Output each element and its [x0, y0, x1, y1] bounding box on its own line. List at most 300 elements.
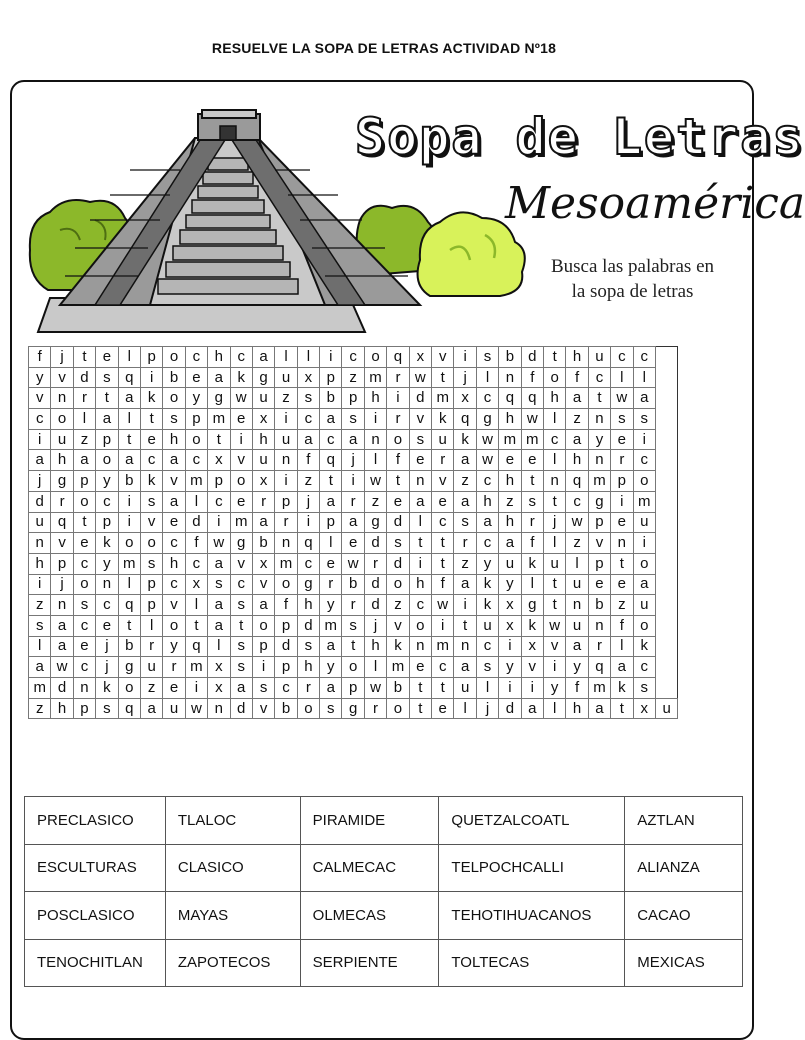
grid-cell[interactable]: p — [140, 347, 162, 368]
grid-cell[interactable]: x — [208, 657, 230, 678]
grid-cell[interactable]: k — [454, 429, 476, 450]
grid-cell[interactable]: i — [208, 512, 230, 533]
grid-cell[interactable]: i — [633, 429, 655, 450]
grid-cell[interactable]: p — [252, 636, 274, 657]
grid-cell[interactable]: q — [118, 595, 140, 616]
grid-cell[interactable]: e — [611, 574, 633, 595]
grid-cell[interactable]: t — [387, 471, 409, 492]
grid-cell[interactable]: o — [387, 698, 409, 719]
grid-cell[interactable]: k — [96, 533, 118, 554]
grid-cell[interactable]: d — [364, 574, 386, 595]
grid-cell[interactable]: v — [588, 533, 610, 554]
grid-cell[interactable]: o — [51, 409, 73, 430]
grid-cell[interactable]: n — [51, 388, 73, 409]
grid-cell[interactable]: b — [342, 574, 364, 595]
grid-cell[interactable]: c — [611, 347, 633, 368]
grid-cell[interactable]: m — [230, 512, 252, 533]
grid-cell[interactable]: k — [633, 636, 655, 657]
grid-cell[interactable]: a — [118, 388, 140, 409]
grid-cell[interactable]: y — [566, 657, 588, 678]
grid-cell[interactable]: c — [73, 657, 95, 678]
grid-cell[interactable]: e — [387, 491, 409, 512]
grid-cell[interactable]: l — [118, 409, 140, 430]
grid-cell[interactable]: k — [476, 574, 498, 595]
grid-cell[interactable]: u — [588, 347, 610, 368]
grid-cell[interactable]: v — [432, 347, 454, 368]
grid-cell[interactable]: v — [543, 636, 565, 657]
grid-cell[interactable]: s — [297, 388, 319, 409]
grid-cell[interactable]: j — [96, 657, 118, 678]
grid-cell[interactable]: u — [566, 615, 588, 636]
grid-cell[interactable]: r — [364, 553, 386, 574]
grid-cell[interactable]: g — [51, 471, 73, 492]
grid-cell[interactable]: y — [320, 657, 342, 678]
grid-cell[interactable]: j — [543, 512, 565, 533]
grid-cell[interactable]: d — [29, 491, 51, 512]
grid-cell[interactable]: p — [320, 512, 342, 533]
grid-cell[interactable]: a — [208, 615, 230, 636]
grid-cell[interactable]: p — [275, 491, 297, 512]
grid-cell[interactable]: a — [454, 574, 476, 595]
grid-cell[interactable]: i — [320, 347, 342, 368]
grid-cell[interactable]: u — [140, 657, 162, 678]
grid-cell[interactable]: v — [230, 553, 252, 574]
grid-cell[interactable]: o — [633, 471, 655, 492]
grid-cell[interactable]: h — [29, 553, 51, 574]
grid-cell[interactable]: z — [140, 678, 162, 699]
grid-cell[interactable]: e — [230, 491, 252, 512]
grid-cell[interactable]: q — [118, 367, 140, 388]
grid-cell[interactable]: w — [611, 388, 633, 409]
grid-cell[interactable]: i — [29, 574, 51, 595]
grid-cell[interactable]: i — [297, 512, 319, 533]
grid-cell[interactable]: m — [364, 367, 386, 388]
grid-cell[interactable]: n — [275, 450, 297, 471]
grid-cell[interactable]: m — [588, 471, 610, 492]
grid-cell[interactable]: z — [454, 471, 476, 492]
grid-cell[interactable]: u — [275, 367, 297, 388]
grid-cell[interactable]: i — [275, 409, 297, 430]
grid-cell[interactable]: q — [454, 409, 476, 430]
grid-cell[interactable]: t — [409, 678, 431, 699]
grid-cell[interactable]: x — [252, 553, 274, 574]
grid-cell[interactable]: t — [230, 615, 252, 636]
grid-cell[interactable]: c — [633, 450, 655, 471]
grid-cell[interactable]: i — [364, 409, 386, 430]
grid-cell[interactable]: s — [633, 678, 655, 699]
grid-cell[interactable]: h — [51, 450, 73, 471]
grid-cell[interactable]: a — [409, 491, 431, 512]
grid-cell[interactable]: c — [588, 367, 610, 388]
grid-cell[interactable]: d — [387, 512, 409, 533]
grid-cell[interactable]: h — [364, 388, 386, 409]
grid-cell[interactable]: d — [73, 367, 95, 388]
grid-cell[interactable]: l — [543, 698, 565, 719]
grid-cell[interactable]: o — [140, 533, 162, 554]
grid-cell[interactable]: b — [163, 367, 185, 388]
grid-cell[interactable]: p — [342, 388, 364, 409]
grid-cell[interactable]: t — [454, 615, 476, 636]
grid-cell[interactable]: a — [51, 615, 73, 636]
grid-cell[interactable]: h — [566, 698, 588, 719]
grid-cell[interactable]: j — [476, 698, 498, 719]
grid-cell[interactable]: g — [588, 491, 610, 512]
grid-cell[interactable]: d — [521, 347, 543, 368]
grid-cell[interactable]: i — [521, 678, 543, 699]
grid-cell[interactable]: e — [521, 450, 543, 471]
grid-cell[interactable]: r — [387, 409, 409, 430]
grid-cell[interactable]: c — [73, 615, 95, 636]
grid-cell[interactable]: c — [230, 574, 252, 595]
grid-cell[interactable]: x — [454, 388, 476, 409]
grid-cell[interactable]: w — [476, 429, 498, 450]
grid-cell[interactable]: a — [320, 491, 342, 512]
grid-cell[interactable]: a — [208, 553, 230, 574]
grid-cell[interactable]: k — [140, 388, 162, 409]
grid-cell[interactable]: s — [96, 698, 118, 719]
grid-cell[interactable]: c — [163, 574, 185, 595]
grid-cell[interactable]: j — [297, 491, 319, 512]
grid-cell[interactable]: p — [611, 471, 633, 492]
grid-cell[interactable]: m — [521, 429, 543, 450]
grid-cell[interactable]: t — [611, 698, 633, 719]
grid-cell[interactable]: e — [432, 698, 454, 719]
grid-cell[interactable]: h — [297, 657, 319, 678]
grid-cell[interactable]: i — [633, 533, 655, 554]
grid-cell[interactable]: v — [409, 409, 431, 430]
grid-cell[interactable]: c — [432, 512, 454, 533]
grid-cell[interactable]: s — [140, 553, 162, 574]
grid-cell[interactable]: a — [96, 409, 118, 430]
grid-cell[interactable]: r — [51, 491, 73, 512]
grid-cell[interactable]: s — [96, 367, 118, 388]
grid-cell[interactable]: e — [73, 636, 95, 657]
grid-cell[interactable]: c — [185, 450, 207, 471]
grid-cell[interactable]: n — [454, 636, 476, 657]
grid-cell[interactable]: u — [543, 553, 565, 574]
grid-cell[interactable]: m — [432, 388, 454, 409]
grid-cell[interactable]: w — [185, 698, 207, 719]
grid-cell[interactable]: b — [499, 347, 521, 368]
grid-cell[interactable]: f — [275, 595, 297, 616]
grid-cell[interactable]: s — [140, 491, 162, 512]
grid-cell[interactable]: i — [499, 678, 521, 699]
grid-cell[interactable]: a — [297, 429, 319, 450]
grid-cell[interactable]: l — [297, 347, 319, 368]
grid-cell[interactable]: r — [521, 512, 543, 533]
grid-cell[interactable]: a — [252, 347, 274, 368]
grid-cell[interactable]: p — [342, 678, 364, 699]
grid-cell[interactable]: f — [185, 533, 207, 554]
grid-cell[interactable]: n — [409, 636, 431, 657]
grid-cell[interactable]: v — [51, 367, 73, 388]
grid-cell[interactable]: p — [588, 512, 610, 533]
grid-cell[interactable]: s — [611, 409, 633, 430]
grid-cell[interactable]: s — [230, 657, 252, 678]
grid-cell[interactable]: v — [29, 388, 51, 409]
grid-cell[interactable]: f — [566, 367, 588, 388]
grid-cell[interactable]: y — [185, 388, 207, 409]
grid-cell[interactable]: e — [611, 429, 633, 450]
grid-cell[interactable]: g — [297, 574, 319, 595]
grid-cell[interactable]: i — [230, 429, 252, 450]
grid-cell[interactable]: z — [275, 388, 297, 409]
grid-cell[interactable]: r — [588, 636, 610, 657]
grid-cell[interactable]: k — [476, 595, 498, 616]
grid-cell[interactable]: l — [320, 533, 342, 554]
grid-cell[interactable]: f — [521, 533, 543, 554]
grid-cell[interactable]: z — [364, 491, 386, 512]
grid-cell[interactable]: p — [275, 615, 297, 636]
grid-cell[interactable]: z — [566, 533, 588, 554]
grid-cell[interactable]: t — [611, 553, 633, 574]
grid-cell[interactable]: v — [163, 595, 185, 616]
grid-cell[interactable]: a — [252, 512, 274, 533]
grid-cell[interactable]: x — [499, 595, 521, 616]
grid-cell[interactable]: k — [140, 471, 162, 492]
grid-cell[interactable]: w — [364, 678, 386, 699]
grid-cell[interactable]: w — [364, 471, 386, 492]
grid-cell[interactable]: m — [185, 657, 207, 678]
grid-cell[interactable]: r — [252, 491, 274, 512]
grid-cell[interactable]: u — [252, 388, 274, 409]
grid-cell[interactable]: c — [297, 409, 319, 430]
grid-cell[interactable]: k — [96, 678, 118, 699]
grid-cell[interactable]: e — [611, 512, 633, 533]
grid-cell[interactable]: y — [588, 429, 610, 450]
grid-cell[interactable]: r — [611, 450, 633, 471]
grid-cell[interactable]: i — [29, 429, 51, 450]
grid-cell[interactable]: c — [96, 491, 118, 512]
grid-cell[interactable]: m — [275, 553, 297, 574]
grid-cell[interactable]: j — [51, 347, 73, 368]
grid-cell[interactable]: i — [275, 471, 297, 492]
grid-cell[interactable]: w — [521, 409, 543, 430]
grid-cell[interactable]: q — [521, 388, 543, 409]
grid-cell[interactable]: t — [432, 367, 454, 388]
grid-cell[interactable]: o — [96, 450, 118, 471]
grid-cell[interactable]: l — [476, 367, 498, 388]
grid-cell[interactable]: t — [73, 512, 95, 533]
grid-cell[interactable]: r — [73, 388, 95, 409]
grid-cell[interactable]: p — [96, 512, 118, 533]
grid-cell[interactable]: j — [364, 615, 386, 636]
grid-cell[interactable]: b — [387, 678, 409, 699]
grid-cell[interactable]: z — [387, 595, 409, 616]
grid-cell[interactable]: t — [320, 471, 342, 492]
grid-cell[interactable]: a — [208, 595, 230, 616]
grid-cell[interactable]: g — [476, 409, 498, 430]
grid-cell[interactable]: d — [185, 512, 207, 533]
grid-cell[interactable]: o — [118, 533, 140, 554]
grid-cell[interactable]: f — [432, 574, 454, 595]
grid-cell[interactable]: q — [51, 512, 73, 533]
grid-cell[interactable]: w — [566, 512, 588, 533]
grid-cell[interactable]: b — [118, 471, 140, 492]
grid-cell[interactable]: o — [297, 698, 319, 719]
grid-cell[interactable]: z — [29, 698, 51, 719]
grid-cell[interactable]: r — [364, 698, 386, 719]
grid-cell[interactable]: w — [342, 553, 364, 574]
grid-cell[interactable]: l — [73, 409, 95, 430]
grid-cell[interactable]: c — [73, 553, 95, 574]
grid-cell[interactable]: n — [611, 533, 633, 554]
grid-cell[interactable]: c — [476, 388, 498, 409]
grid-cell[interactable]: s — [230, 595, 252, 616]
grid-cell[interactable]: b — [118, 636, 140, 657]
grid-cell[interactable]: r — [275, 512, 297, 533]
grid-cell[interactable]: n — [96, 574, 118, 595]
grid-cell[interactable]: w — [208, 533, 230, 554]
grid-cell[interactable]: i — [409, 553, 431, 574]
grid-cell[interactable]: k — [432, 409, 454, 430]
grid-cell[interactable]: w — [51, 657, 73, 678]
grid-cell[interactable]: f — [566, 678, 588, 699]
grid-cell[interactable]: n — [29, 533, 51, 554]
grid-cell[interactable]: l — [364, 450, 386, 471]
grid-cell[interactable]: s — [476, 657, 498, 678]
grid-cell[interactable]: h — [208, 347, 230, 368]
grid-cell[interactable]: t — [208, 429, 230, 450]
grid-cell[interactable]: c — [476, 533, 498, 554]
grid-cell[interactable]: o — [73, 574, 95, 595]
grid-cell[interactable]: h — [51, 698, 73, 719]
grid-cell[interactable]: z — [342, 367, 364, 388]
grid-cell[interactable]: c — [275, 678, 297, 699]
grid-cell[interactable]: d — [297, 615, 319, 636]
grid-cell[interactable]: x — [499, 615, 521, 636]
grid-cell[interactable]: r — [432, 450, 454, 471]
grid-cell[interactable]: r — [342, 595, 364, 616]
grid-cell[interactable]: a — [320, 409, 342, 430]
grid-cell[interactable]: t — [409, 533, 431, 554]
grid-cell[interactable]: s — [633, 409, 655, 430]
grid-cell[interactable]: t — [588, 388, 610, 409]
grid-cell[interactable]: h — [499, 409, 521, 430]
grid-cell[interactable]: n — [588, 450, 610, 471]
grid-cell[interactable]: x — [208, 678, 230, 699]
grid-cell[interactable]: v — [432, 471, 454, 492]
grid-cell[interactable]: e — [96, 347, 118, 368]
grid-cell[interactable]: o — [342, 657, 364, 678]
grid-cell[interactable]: n — [208, 698, 230, 719]
grid-cell[interactable]: t — [73, 347, 95, 368]
grid-cell[interactable]: s — [297, 636, 319, 657]
grid-cell[interactable]: x — [521, 636, 543, 657]
grid-cell[interactable]: t — [140, 409, 162, 430]
grid-cell[interactable]: x — [297, 367, 319, 388]
grid-cell[interactable]: w — [432, 595, 454, 616]
grid-cell[interactable]: k — [611, 678, 633, 699]
grid-cell[interactable]: h — [499, 512, 521, 533]
grid-cell[interactable]: a — [566, 388, 588, 409]
grid-cell[interactable]: l — [543, 409, 565, 430]
grid-cell[interactable]: l — [611, 636, 633, 657]
grid-cell[interactable]: u — [633, 512, 655, 533]
grid-cell[interactable]: h — [364, 636, 386, 657]
grid-cell[interactable]: i — [118, 512, 140, 533]
grid-cell[interactable]: o — [409, 615, 431, 636]
grid-cell[interactable]: y — [476, 553, 498, 574]
grid-cell[interactable]: t — [118, 429, 140, 450]
grid-cell[interactable]: u — [499, 553, 521, 574]
grid-cell[interactable]: l — [275, 347, 297, 368]
grid-cell[interactable]: x — [252, 471, 274, 492]
grid-cell[interactable]: g — [342, 698, 364, 719]
grid-cell[interactable]: a — [29, 450, 51, 471]
grid-cell[interactable]: l — [185, 491, 207, 512]
grid-cell[interactable]: l — [185, 595, 207, 616]
grid-cell[interactable]: e — [320, 553, 342, 574]
grid-cell[interactable]: i — [543, 657, 565, 678]
grid-cell[interactable]: a — [566, 636, 588, 657]
grid-cell[interactable]: k — [521, 553, 543, 574]
grid-cell[interactable]: u — [163, 698, 185, 719]
grid-cell[interactable]: i — [140, 367, 162, 388]
grid-cell[interactable]: a — [140, 698, 162, 719]
grid-cell[interactable]: a — [252, 595, 274, 616]
grid-cell[interactable]: u — [51, 429, 73, 450]
grid-cell[interactable]: n — [275, 533, 297, 554]
grid-cell[interactable]: o — [364, 347, 386, 368]
grid-cell[interactable]: d — [275, 636, 297, 657]
grid-cell[interactable]: a — [230, 678, 252, 699]
grid-cell[interactable]: v — [140, 512, 162, 533]
grid-cell[interactable]: c — [230, 347, 252, 368]
grid-cell[interactable]: n — [588, 615, 610, 636]
grid-cell[interactable]: m — [29, 678, 51, 699]
grid-cell[interactable]: r — [297, 678, 319, 699]
grid-cell[interactable]: e — [140, 429, 162, 450]
grid-cell[interactable]: a — [342, 429, 364, 450]
grid-cell[interactable]: n — [499, 367, 521, 388]
grid-cell[interactable]: g — [230, 533, 252, 554]
grid-cell[interactable]: c — [163, 533, 185, 554]
grid-cell[interactable]: h — [543, 388, 565, 409]
grid-cell[interactable]: x — [633, 698, 655, 719]
grid-cell[interactable]: u — [476, 615, 498, 636]
grid-cell[interactable]: t — [118, 615, 140, 636]
grid-cell[interactable]: e — [409, 450, 431, 471]
grid-cell[interactable]: c — [342, 347, 364, 368]
grid-cell[interactable]: p — [275, 657, 297, 678]
grid-cell[interactable]: w — [476, 450, 498, 471]
grid-cell[interactable]: a — [51, 636, 73, 657]
grid-cell[interactable]: m — [320, 615, 342, 636]
grid-cell[interactable]: a — [499, 533, 521, 554]
grid-cell[interactable]: s — [163, 409, 185, 430]
grid-cell[interactable]: s — [387, 533, 409, 554]
grid-cell[interactable]: y — [96, 471, 118, 492]
grid-cell[interactable]: e — [163, 512, 185, 533]
grid-cell[interactable]: h — [163, 553, 185, 574]
grid-cell[interactable]: r — [163, 657, 185, 678]
grid-cell[interactable]: y — [543, 678, 565, 699]
grid-cell[interactable]: i — [387, 388, 409, 409]
grid-cell[interactable]: s — [208, 574, 230, 595]
grid-cell[interactable]: p — [588, 553, 610, 574]
grid-cell[interactable]: z — [29, 595, 51, 616]
grid-cell[interactable]: t — [185, 615, 207, 636]
grid-cell[interactable]: a — [476, 512, 498, 533]
grid-cell[interactable]: r — [454, 533, 476, 554]
grid-cell[interactable]: a — [320, 678, 342, 699]
grid-cell[interactable]: a — [208, 367, 230, 388]
grid-cell[interactable]: b — [320, 388, 342, 409]
grid-cell[interactable]: o — [73, 491, 95, 512]
grid-cell[interactable]: q — [118, 698, 140, 719]
grid-cell[interactable]: s — [320, 698, 342, 719]
